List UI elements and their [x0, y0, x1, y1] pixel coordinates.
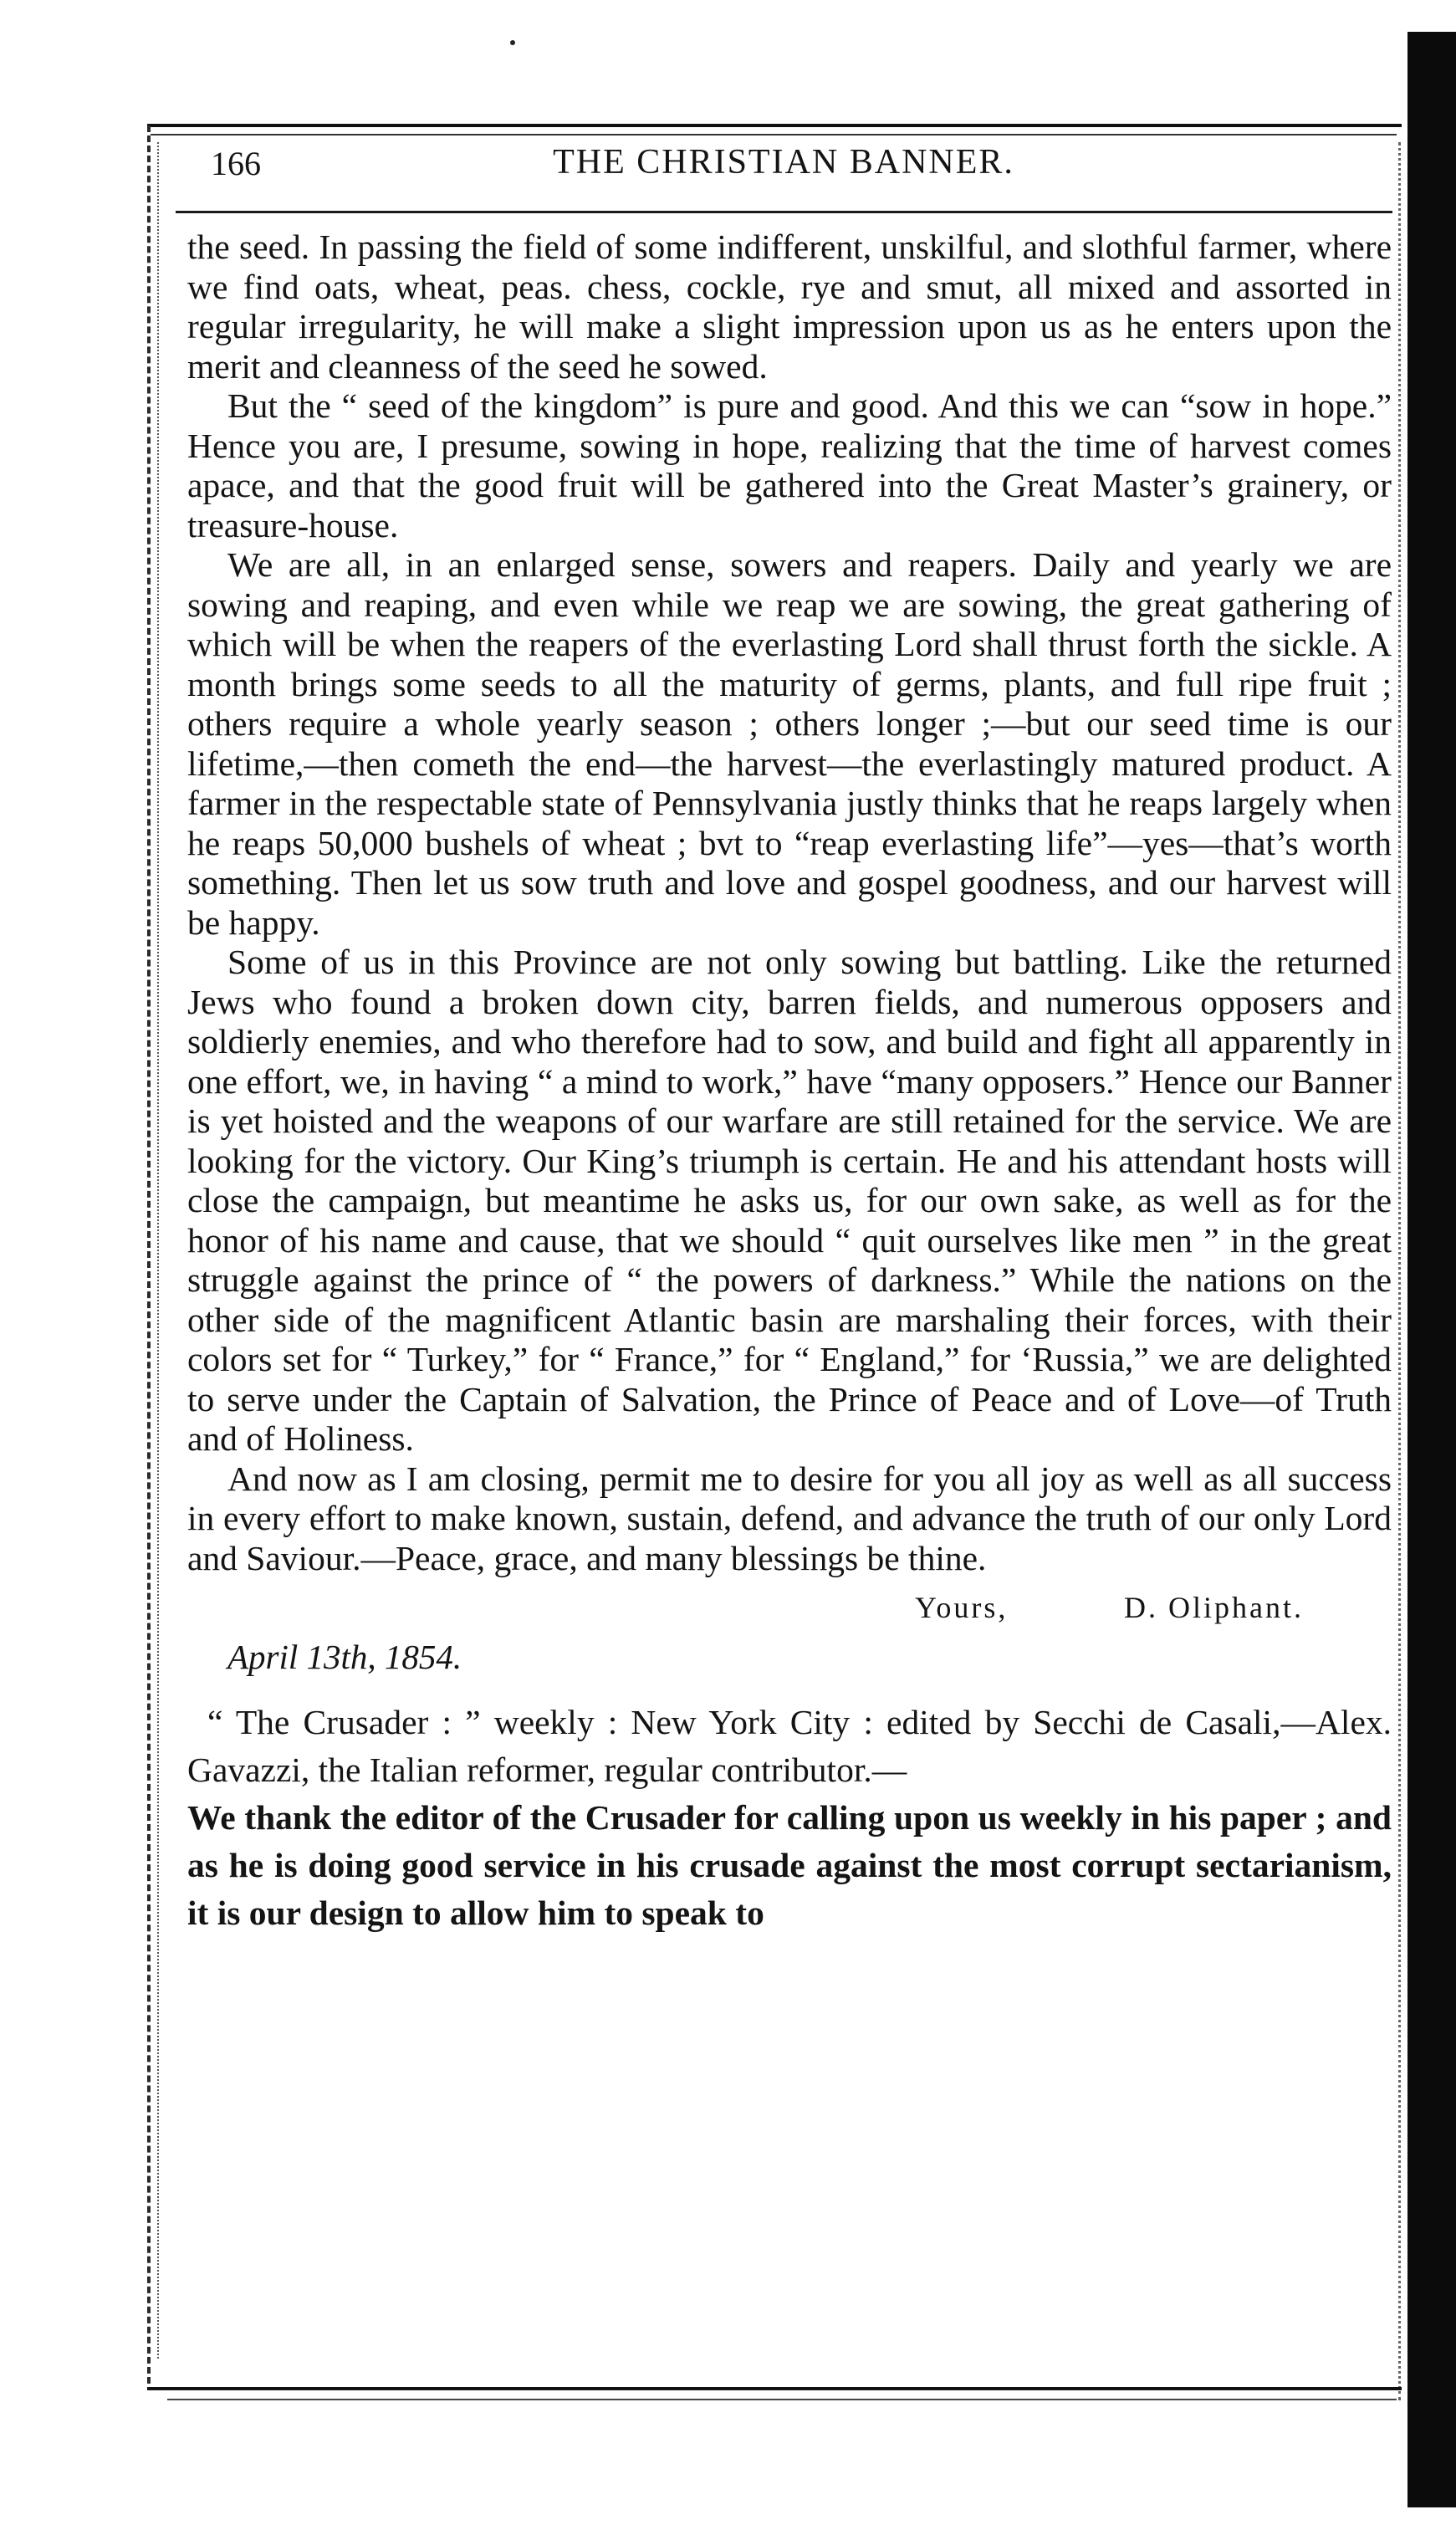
paragraph-battling: Some of us in this Province are not only sowing but battling. Like the returned Jews who found a broken down city, barren fields, and numerous opposers and soldierly enemies, and who therefore had to sow, and build and fight all apparently in one effort, we, in having “ a mind to work,” have “many opposers.” Hence our Banner is yet hoisted and the weapons of our warfare are still retained for the service. We are looking for the victory. Our King’s triumph is certain. He and his attendant hosts will close the campaign, but meantime he asks us, for our own sake, as well as for the honor of his name and cause, that we should “ quit ourselves like men ” in the great struggle against the prince of “ the powers of darkness.” While the nations on the other side of the magnificent Atlantic basin are marshaling their forces, with their colors set for “ Turkey,” for “ France,” for “ England,” for ‘Russia,” we are delighted to serve under the Captain of Salvation, the Prince of Peace and of Love—of Truth and of Holiness. [187, 943, 1392, 1458]
signature-closing: Yours, [915, 1591, 1009, 1624]
paragraph-closing: And now as I am closing, permit me to desire for you all joy as well as all success in every effort to make known, sustain, defend, and advance the truth of our only Lord and Saviour.—Peace, grace, and many blessings be thine. [187, 1459, 1392, 1577]
bottom-border-rule-thin [167, 2399, 1397, 2400]
header-rule [176, 211, 1392, 213]
page-number: 166 [211, 145, 261, 182]
page-header [177, 137, 1390, 196]
article-body [187, 227, 1392, 1937]
paragraph-kingdom: But the “ seed of the kingdom” is pure and good. And this we can “sow in hope.” Hence you are, I presume, sowing in hope, realizing that the time of harvest comes apace, and that the good fruit will be gathered into the Great Master’s grainery, or treasure-house. [187, 386, 1392, 544]
paragraph-sowers-reapers: We are all, in an enlarged sense, sowers and reapers. Daily and yearly we are sowing and reaping, and even while we reap we are sowing, the great gathering of which will be when the reapers of the everlasting Lord shall thrust forth the sickle. A month brings some seeds to all the maturity of germs, plants, and full ripe fruit ; others require a whole yearly season ; others longer ;—but our seed time is our lifetime,—then cometh the end—the harvest—the everlastingly matured product. A farmer in the respectable state of Pennsylvania justly thinks that he reaps largely when he reaps 50,000 bushels of wheat ; bvt to “reap everlasting life”—yes—that’s worth something. Then let us sow truth and love and gospel goodness, and our harvest will be happy. [187, 545, 1392, 942]
signature-block [187, 1590, 1392, 1637]
crusader-lead: “ The Crusader : ” weekly : New York City : edited by Secchi de Casali,—Alex. Gavazzi, the Italian reformer, regular contributor.— [187, 1703, 1392, 1789]
scan-speck [510, 40, 515, 45]
page-edge-shadow [1407, 32, 1456, 2507]
crusader-body: We thank the editor of the Crusader for calling upon us weekly in his paper ; and as he is doing good service in his crusade against the most corrupt sectarianism, it is our design to allow him to speak to [187, 1798, 1392, 1932]
date-line: April 13th, 1854. [227, 1638, 462, 1676]
left-border-rule-inner [157, 142, 159, 2359]
top-border-rule-thin [151, 134, 1397, 135]
signature-name: D. Oliphant. [1124, 1591, 1304, 1624]
crusader-notice [187, 1699, 1392, 1937]
top-border-rule [147, 124, 1402, 127]
left-border-rule [147, 125, 151, 2384]
bottom-border-rule [147, 2387, 1402, 2390]
paragraph-seed: the seed. In passing the field of some indifferent, unskilful, and slothful farmer, where we find oats, wheat, peas. chess, cockle, rye and smut, all mixed and assorted in regular irregularity, he will make a slight impression upon us as he enters upon the merit and cleanness of the seed he sowed. [187, 227, 1392, 386]
running-title: THE CHRISTIAN BANNER. [553, 143, 1014, 181]
right-border-rule [1398, 142, 1401, 2400]
